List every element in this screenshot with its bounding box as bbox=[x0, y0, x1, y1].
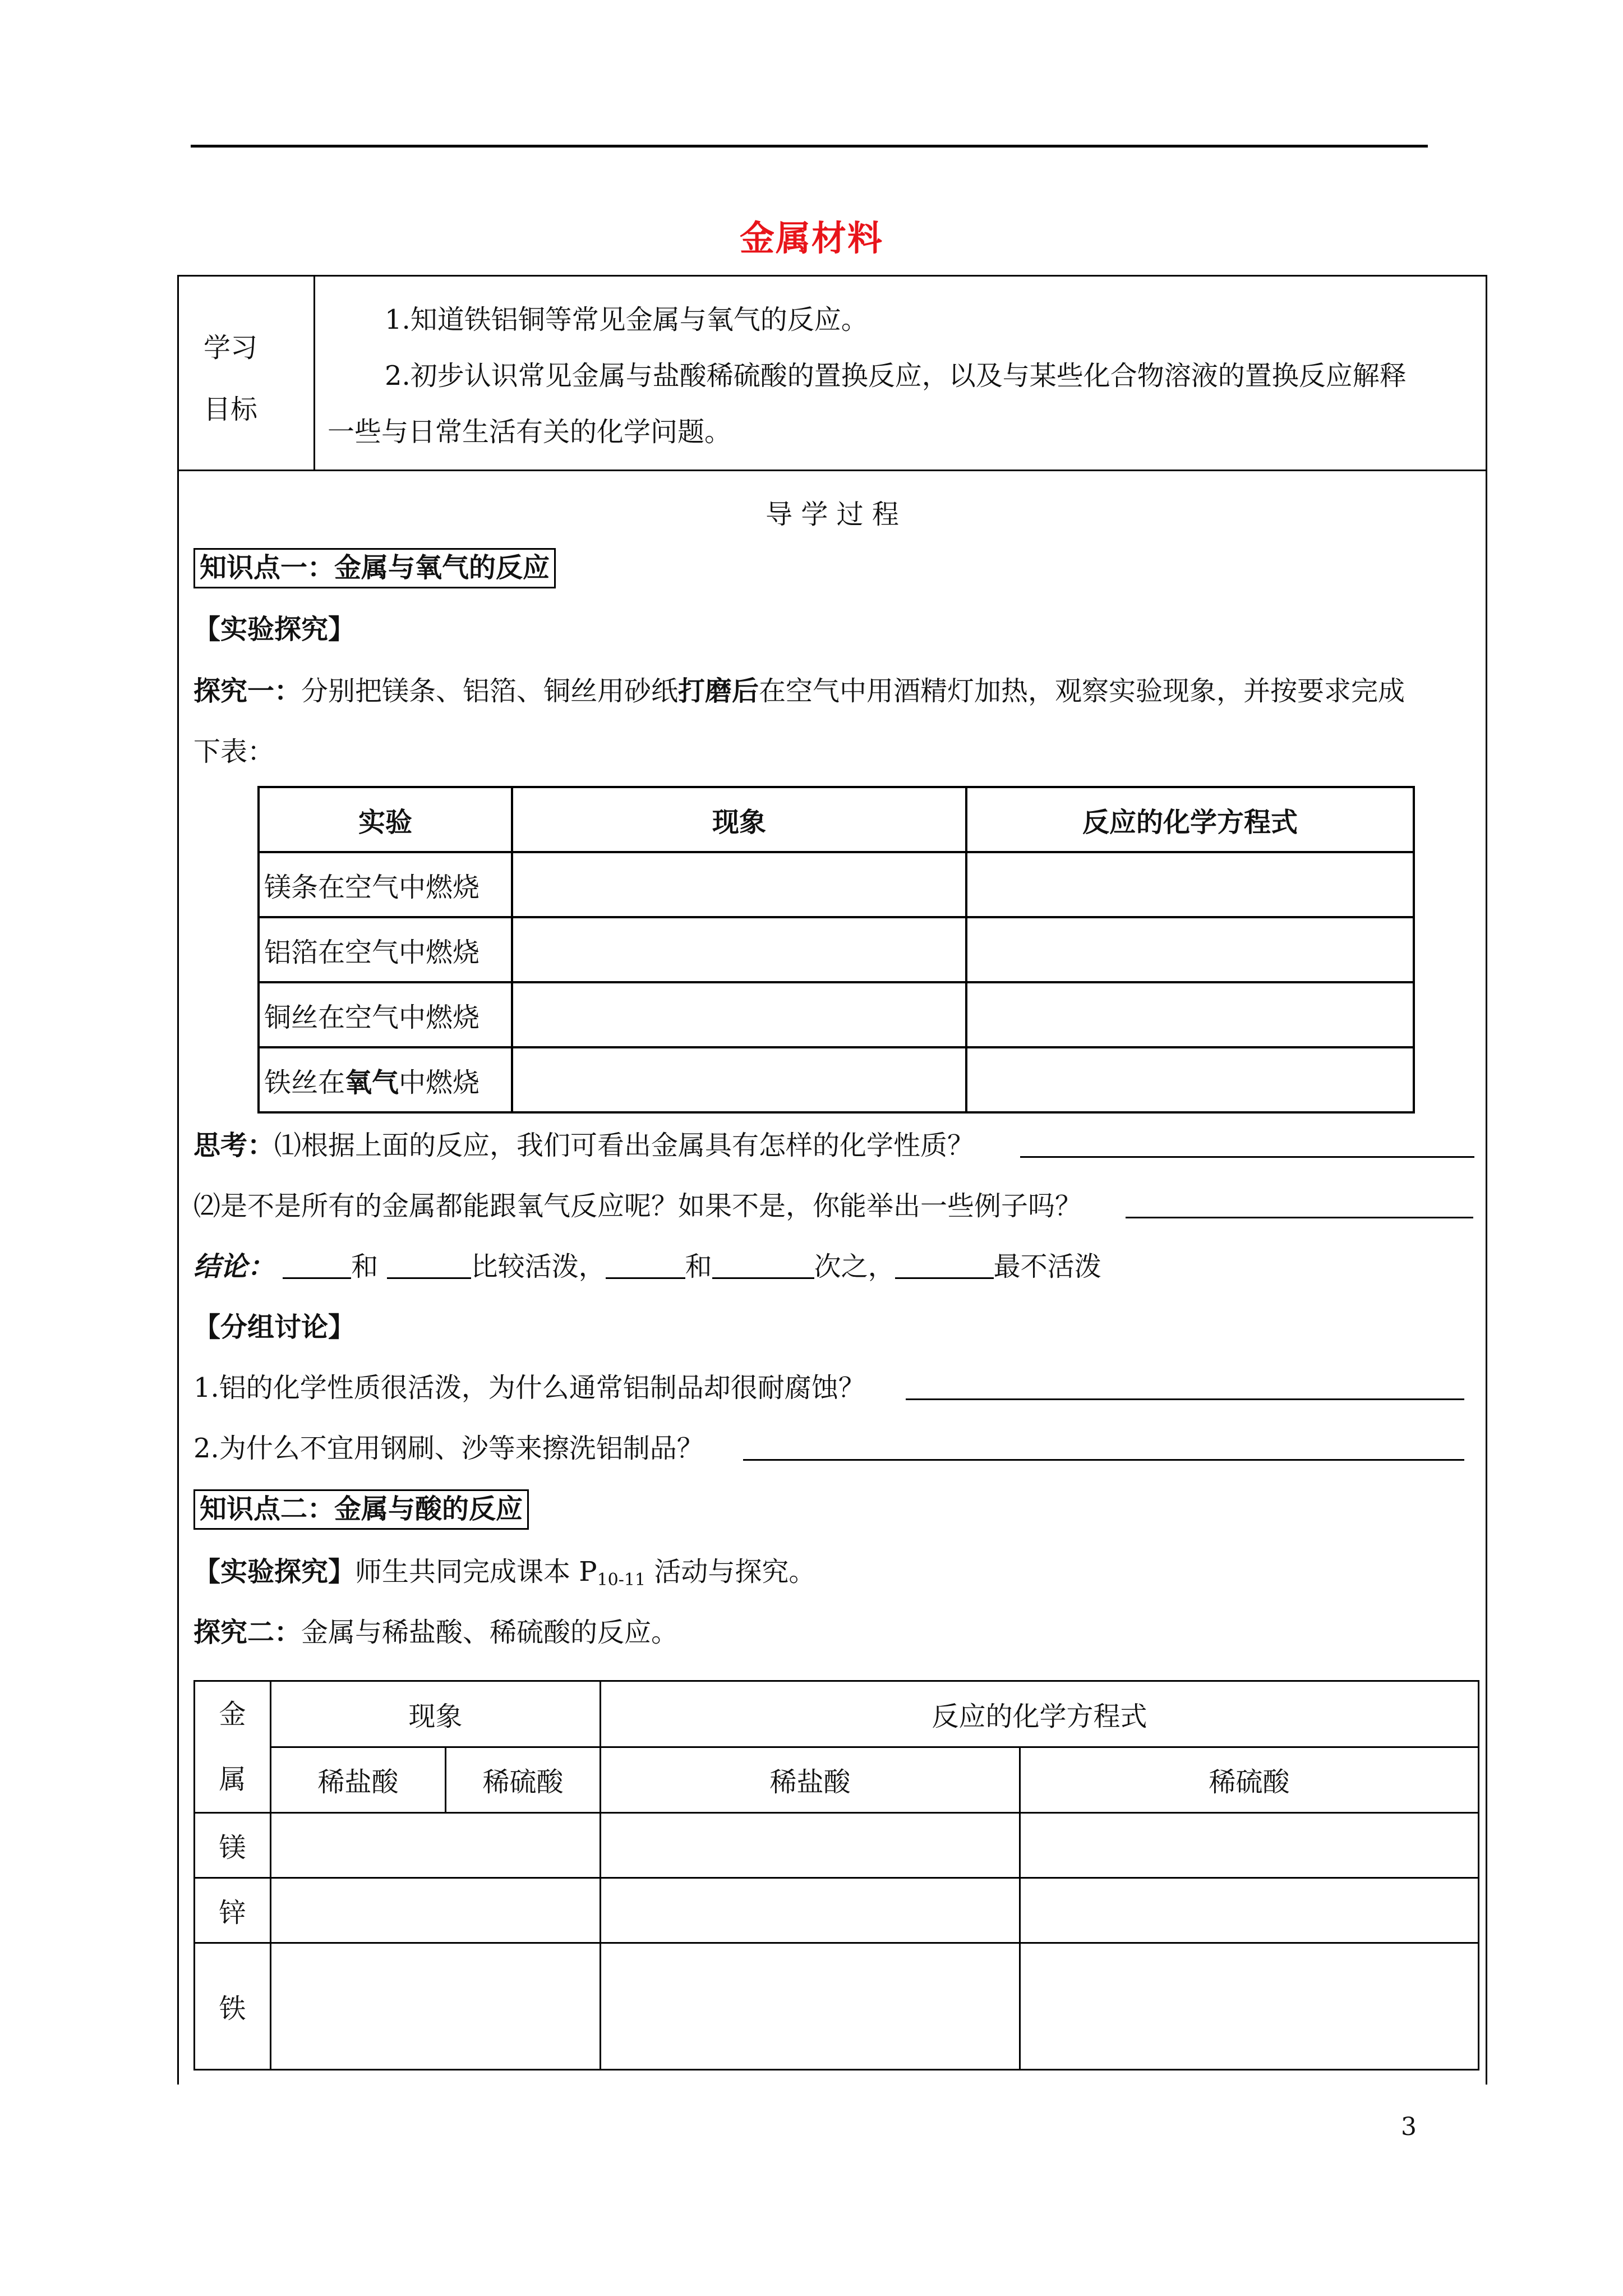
explore-1-text: 探究一：分别把镁条、铝箔、铜丝用砂纸打磨后在空气中用酒精灯加热，观察实验现象，并按要求完成 bbox=[193, 675, 1405, 707]
table1-header-experiment: 实验 bbox=[259, 787, 512, 852]
table2-subheader-hcl: 稀盐酸 bbox=[271, 1747, 446, 1813]
goal-1: 1.知道铁铝铜等常见金属与氧气的反应。 bbox=[385, 304, 868, 335]
table2-phenomenon-cell[interactable] bbox=[271, 1878, 601, 1943]
table2-phenomenon-cell[interactable] bbox=[271, 1813, 601, 1878]
header-rule bbox=[191, 145, 1428, 148]
answer-line-think-2[interactable] bbox=[1126, 1217, 1473, 1218]
table2-subheader-hcl-equation: 稀盐酸 bbox=[601, 1747, 1020, 1813]
experiment-heading-1: 【实验探究】 bbox=[193, 614, 356, 645]
explore-2-label: 探究二： bbox=[193, 1617, 302, 1648]
discussion-question-1: 1.铝的化学性质很活泼，为什么通常铝制品却很耐腐蚀？ bbox=[193, 1372, 865, 1404]
conclusion-label: 结论： bbox=[193, 1251, 275, 1282]
table1-row-equation-cell[interactable] bbox=[966, 1047, 1414, 1112]
guided-process-heading: 导 学 过 程 bbox=[766, 499, 899, 530]
page-title: 金属材料 bbox=[739, 218, 883, 259]
table1-row-experiment: 铜丝在空气中燃烧 bbox=[259, 982, 512, 1047]
explore-1-line2: 下表： bbox=[193, 736, 275, 767]
metal-acid-table bbox=[193, 1680, 1479, 2070]
worksheet-frame bbox=[177, 275, 1487, 2085]
table1-row-phenomenon-cell[interactable] bbox=[512, 852, 966, 917]
blank-5[interactable] bbox=[895, 1255, 994, 1279]
goals-label-line2: 目标 bbox=[204, 394, 258, 425]
blank-4[interactable] bbox=[712, 1255, 814, 1279]
table2-h2so4-equation-cell[interactable] bbox=[1020, 1878, 1479, 1943]
table1-row-equation-cell[interactable] bbox=[966, 982, 1414, 1047]
explore-1-bold: 打磨后 bbox=[678, 675, 759, 707]
think-label: 思考： bbox=[193, 1130, 275, 1161]
goals-label-line1: 学习 bbox=[204, 332, 258, 364]
table1-header-phenomenon: 现象 bbox=[512, 787, 966, 852]
table2-phenomenon-header: 现象 bbox=[271, 1681, 601, 1747]
goal-2-continued: 一些与日常生活有关的化学问题。 bbox=[328, 416, 732, 448]
answer-line-think-1[interactable] bbox=[1020, 1156, 1474, 1158]
learning-goals-label bbox=[179, 277, 315, 470]
answer-line-discussion-1[interactable] bbox=[906, 1398, 1464, 1400]
table1-row-phenomenon-cell[interactable] bbox=[512, 917, 966, 982]
table1-row-equation-cell[interactable] bbox=[966, 852, 1414, 917]
blank-1[interactable] bbox=[283, 1255, 351, 1279]
table2-row-metal: 铁 bbox=[195, 1943, 271, 2070]
table2-hcl-equation-cell[interactable] bbox=[601, 1813, 1020, 1878]
table2-phenomenon-cell[interactable] bbox=[271, 1943, 601, 2070]
blank-3[interactable] bbox=[606, 1255, 685, 1279]
think-question-1: 思考：⑴根据上面的反应，我们可看出金属具有怎样的化学性质？ bbox=[193, 1130, 975, 1161]
discussion-question-2: 2.为什么不宜用钢刷、沙等来擦洗铝制品？ bbox=[193, 1433, 704, 1464]
table1-row-experiment: 镁条在空气中燃烧 bbox=[259, 852, 512, 917]
table2-hcl-equation-cell[interactable] bbox=[601, 1943, 1020, 2070]
table2-row-metal: 锌 bbox=[195, 1878, 271, 1943]
explore-1-label: 探究一： bbox=[193, 675, 302, 707]
table1-row-equation-cell[interactable] bbox=[966, 917, 1414, 982]
blank-2[interactable] bbox=[387, 1255, 471, 1279]
conclusion-line: 结论： 和 比较活泼， 和 次之， 最不活泼 bbox=[193, 1251, 1101, 1282]
table2-h2so4-equation-cell[interactable] bbox=[1020, 1943, 1479, 2070]
table2-row-metal: 镁 bbox=[195, 1813, 271, 1878]
page-number: 3 bbox=[1401, 2113, 1417, 2141]
explore-2-line: 探究二：金属与稀盐酸、稀硫酸的反应。 bbox=[193, 1617, 679, 1648]
experiment-2-line: 【实验探究】师生共同完成课本 $P_{10-11}$ 活动与探究。 bbox=[193, 1556, 816, 1590]
experiment-heading-2: 【实验探究】 bbox=[193, 1556, 356, 1588]
knowledge-point-1: 知识点一：金属与氧气的反应 bbox=[193, 548, 556, 588]
goal-2: 2.初步认识常见金属与盐酸稀硫酸的置换反应，以及与某些化合物溶液的置换反应解释 bbox=[385, 360, 1407, 392]
table2-subheader-h2so4: 稀硫酸 bbox=[446, 1747, 601, 1813]
table1-row-phenomenon-cell[interactable] bbox=[512, 982, 966, 1047]
table2-metal-header: 金 属 bbox=[195, 1681, 271, 1813]
table2-h2so4-equation-cell[interactable] bbox=[1020, 1813, 1479, 1878]
learning-goals-row bbox=[179, 277, 1486, 471]
table2-equation-header: 反应的化学方程式 bbox=[601, 1681, 1479, 1747]
table2-hcl-equation-cell[interactable] bbox=[601, 1878, 1020, 1943]
knowledge-point-2: 知识点二：金属与酸的反应 bbox=[193, 1489, 529, 1530]
table1-row-phenomenon-cell[interactable] bbox=[512, 1047, 966, 1112]
table1-header-equation: 反应的化学方程式 bbox=[966, 787, 1414, 852]
group-discussion-heading: 【分组讨论】 bbox=[193, 1312, 356, 1343]
magnesium-oxygen-table bbox=[257, 786, 1415, 1114]
answer-line-discussion-2[interactable] bbox=[743, 1459, 1464, 1461]
think-question-2: ⑵是不是所有的金属都能跟氧气反应呢？如果不是，你能举出一些例子吗？ bbox=[193, 1190, 1082, 1222]
table1-row-experiment: 铝箔在空气中燃烧 bbox=[259, 917, 512, 982]
table1-row-experiment: 铁丝在氧气中燃烧 bbox=[259, 1047, 512, 1112]
table2-subheader-h2so4-equation: 稀硫酸 bbox=[1020, 1747, 1479, 1813]
